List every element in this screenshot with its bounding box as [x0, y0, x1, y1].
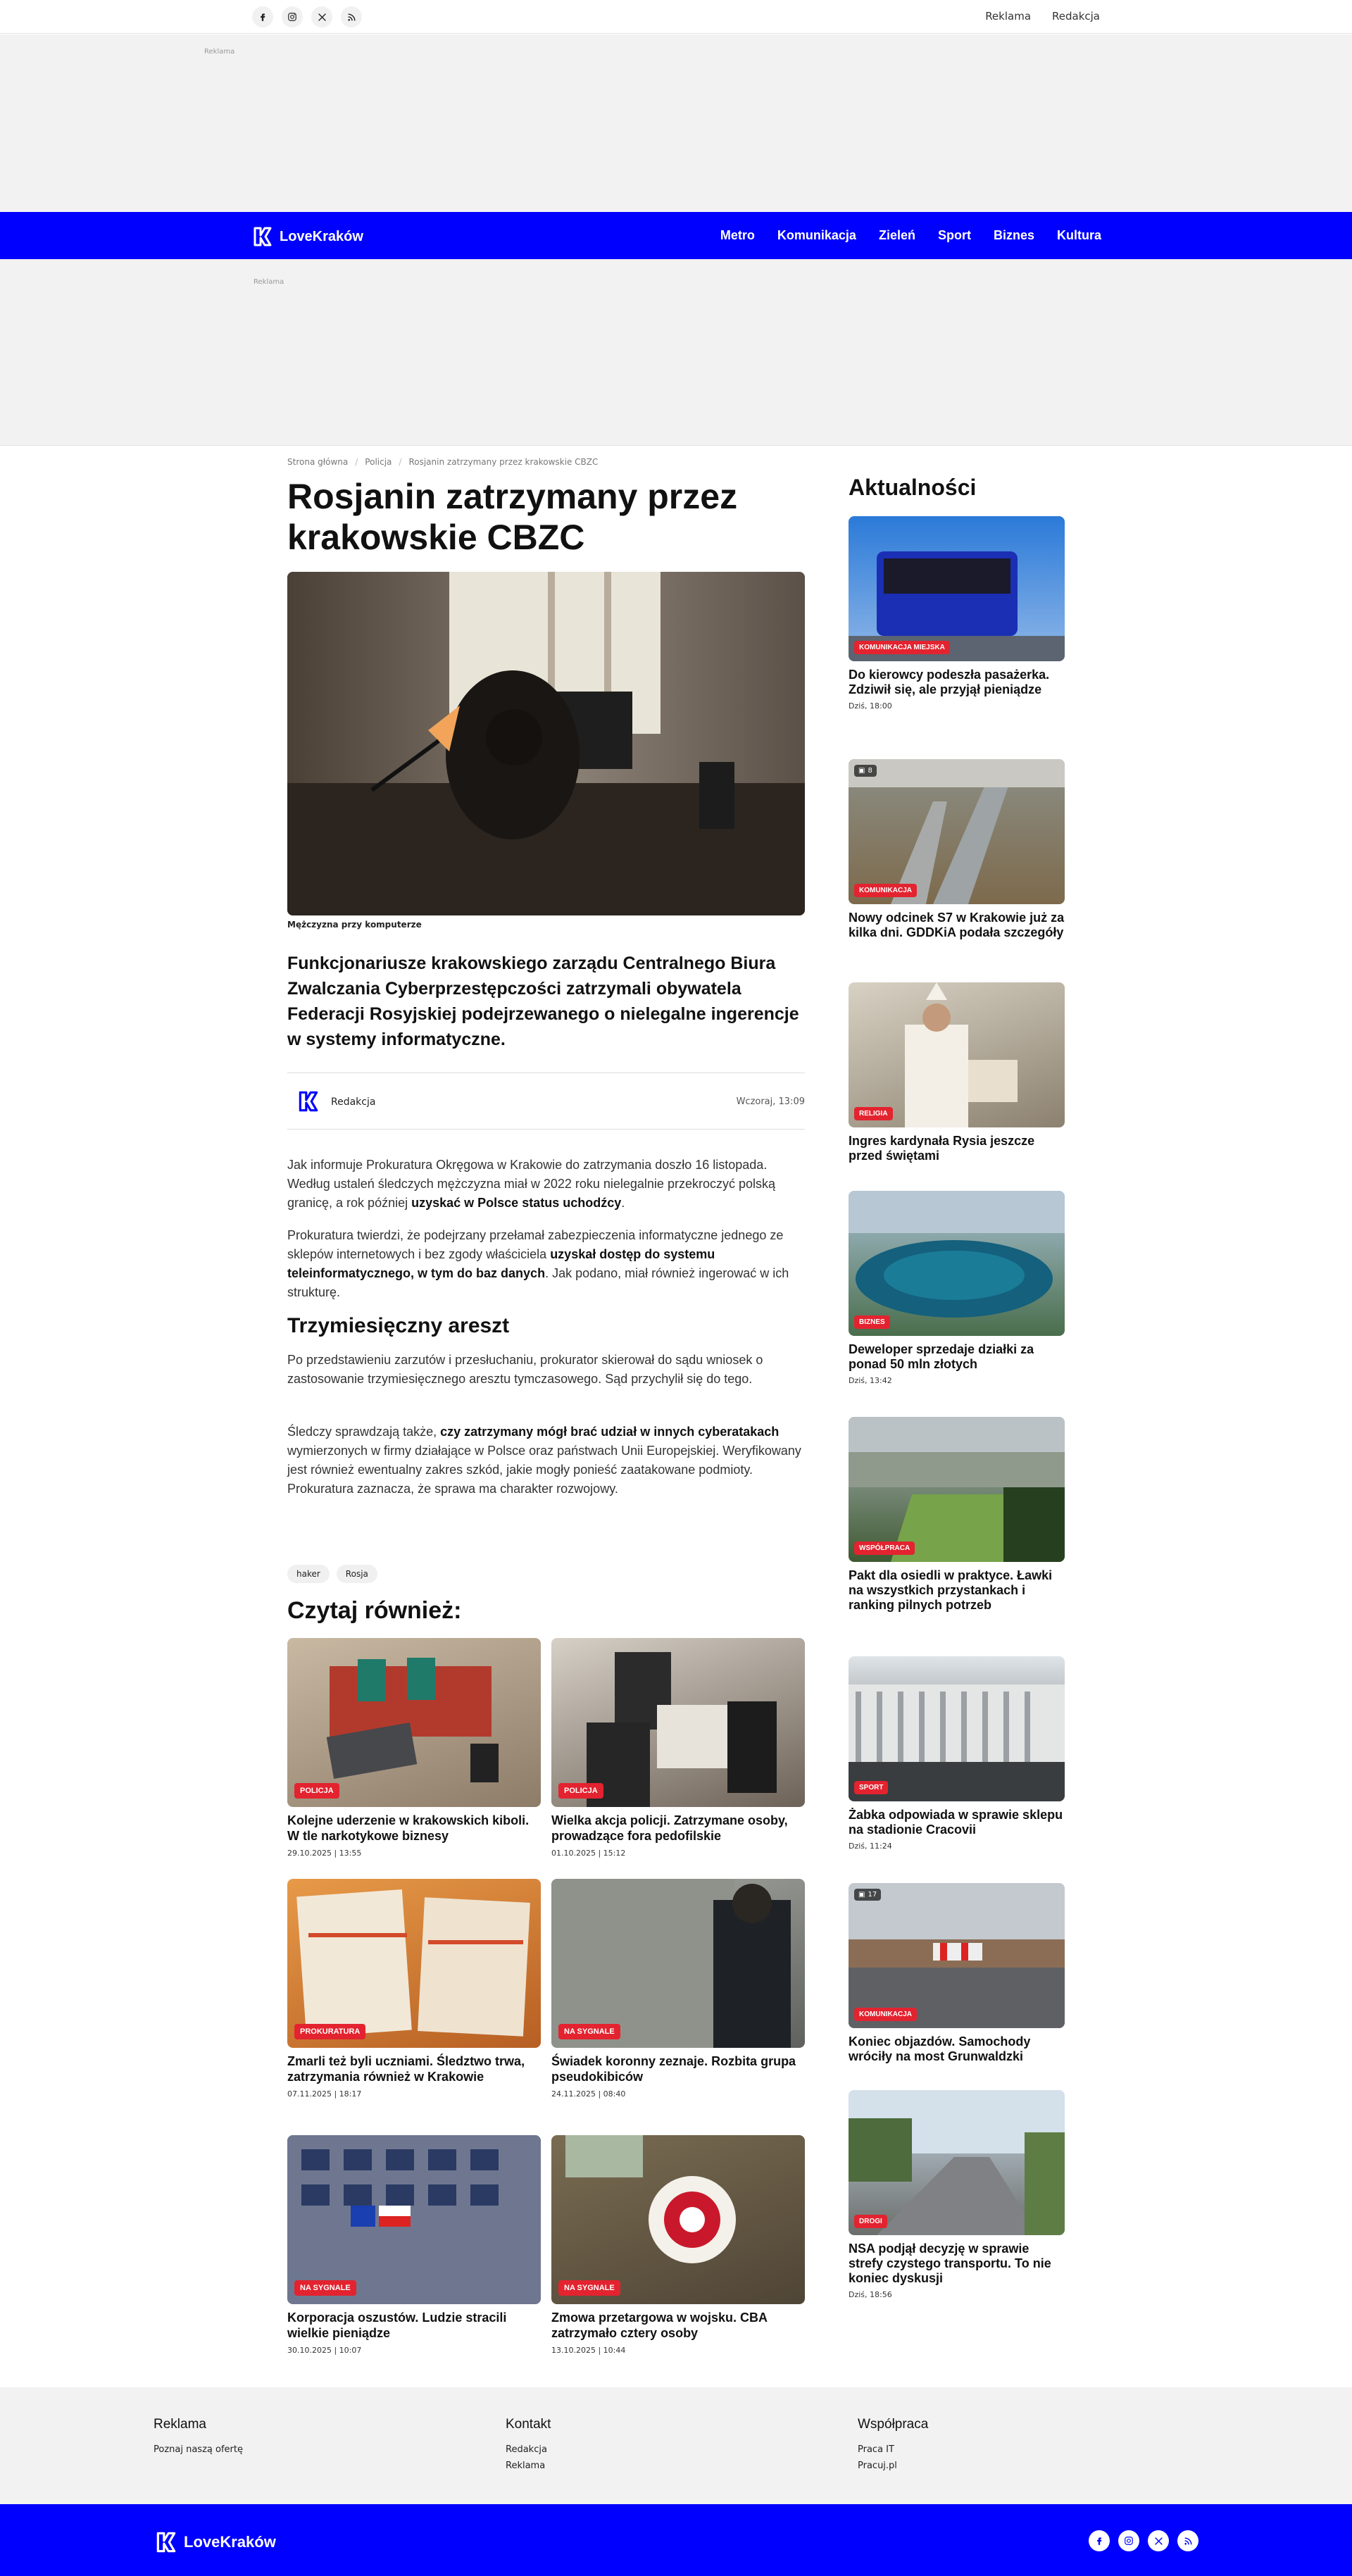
- sidebar-heading: Aktualności: [849, 475, 977, 500]
- author-bar: [287, 1073, 805, 1130]
- ad-banner-top[interactable]: [0, 35, 1352, 212]
- news-image: [849, 516, 1065, 661]
- category-badge: POLICJA: [558, 1783, 603, 1799]
- footer-social-links: [1089, 2530, 1198, 2551]
- ad-banner-second[interactable]: [0, 259, 1352, 446]
- bold-text: uzyskać w Polsce status uchodźcy: [411, 1196, 622, 1210]
- breadcrumb-category[interactable]: Policja: [365, 457, 392, 467]
- gallery-count-value: 8: [868, 767, 872, 775]
- article-paragraph-4: [287, 1423, 808, 1499]
- facebook-icon[interactable]: [1089, 2530, 1110, 2551]
- footer-link[interactable]: Pracuj.pl: [858, 2461, 897, 2471]
- card-title: Świadek koronny zeznaje. Rozbita grupa pseudokibiców: [551, 2054, 796, 2084]
- camera-icon: ▣: [858, 767, 865, 775]
- article-lead: Funkcjonariusze krakowskiego zarządu Centralnego Biura Zwalczania Cyberprzestępczości zatrzymali obywatela Federacji Rosyjskiej podejrzewanego o nielegalne ingerencje w systemy informatyczne.: [287, 954, 799, 1049]
- category-badge: WSPÓŁPRACA: [854, 1542, 915, 1555]
- x-icon[interactable]: [311, 6, 332, 27]
- category-badge: NA SYGNALE: [558, 2280, 620, 2296]
- footer-col-kontakt: [506, 2417, 551, 2477]
- gallery-count: [854, 1889, 881, 1901]
- footer-link[interactable]: Redakcja: [506, 2444, 547, 2455]
- breadcrumb-separator: /: [355, 457, 358, 467]
- category-badge: NA SYGNALE: [558, 2024, 620, 2039]
- publish-date: Wczoraj, 13:09: [736, 1096, 805, 1107]
- category-badge: SPORT: [854, 1781, 888, 1794]
- card-date: 07.11.2025 | 18:17: [287, 2089, 362, 2099]
- news-title: Ingres kardynała Rysia jeszcze przed świętami: [849, 1134, 1035, 1163]
- news-date: Dziś, 18:56: [849, 2290, 892, 2299]
- category-badge: DROGI: [854, 2215, 887, 2228]
- text: wymierzonych w firmy działające w Polsce oraz państwach Unii Europejskiej. Weryfikowany jest również ewentualny zakres szkód, jakie mogły ponieść zaatakowane podmioty. Prokuratura zaznacza, że sprawa ma charakter rozwojowy.: [287, 1444, 801, 1496]
- ad-label: Reklama: [204, 48, 235, 56]
- tag-rosja[interactable]: Rosja: [337, 1565, 377, 1583]
- ad-label-second: Reklama: [254, 278, 284, 286]
- card-title: Wielka akcja policji. Zatrzymane osoby, prowadzące fora pedofilskie: [551, 1813, 788, 1843]
- card-title: Zmarli też byli uczniami. Śledztwo trwa, zatrzymania również w Krakowie: [287, 2054, 525, 2084]
- rss-icon[interactable]: [341, 6, 362, 27]
- site-logo[interactable]: [251, 225, 363, 249]
- card-image: [287, 2135, 541, 2304]
- news-image: [849, 982, 1065, 1127]
- category-badge: KOMUNIKACJA: [854, 2008, 917, 2021]
- news-image: [849, 1417, 1065, 1562]
- top-link-reklama[interactable]: Reklama: [985, 10, 1032, 23]
- footer-heading: Reklama: [154, 2417, 206, 2432]
- sidebar-news-item[interactable]: [849, 516, 1065, 711]
- read-also-card[interactable]: [287, 1879, 541, 2099]
- article-subheading: Trzymiesięczny areszt: [287, 1314, 510, 1337]
- card-image: [551, 1638, 805, 1807]
- bold-text: uzyskał dostęp do systemu teleinformatycznego, w tym do baz danych: [287, 1247, 715, 1280]
- top-social-links: [252, 6, 362, 27]
- card-title: Korporacja oszustów. Ludzie stracili wielkie pieniądze: [287, 2311, 507, 2340]
- footer-logo[interactable]: [154, 2530, 276, 2555]
- card-date: 13.10.2025 | 10:44: [551, 2346, 626, 2355]
- read-also-card[interactable]: [287, 2135, 541, 2355]
- card-image: [551, 2135, 805, 2304]
- news-title: Deweloper sprzedaje działki za ponad 50 mln złotych: [849, 1342, 1034, 1371]
- category-badge: PROKURATURA: [294, 2024, 365, 2039]
- news-image: [849, 2090, 1065, 2235]
- sidebar-news-item[interactable]: [849, 1656, 1065, 1851]
- card-title: Kolejne uderzenie w krakowskich kiboli. W tle narkotykowe biznesy: [287, 1813, 530, 1843]
- nav-item-komunikacja[interactable]: Komunikacja: [777, 228, 856, 242]
- text: .: [621, 1196, 625, 1210]
- category-badge: KOMUNIKACJA MIEJSKA: [854, 641, 950, 654]
- sidebar-news-item[interactable]: [849, 982, 1065, 1163]
- article-hero-image[interactable]: [287, 572, 805, 915]
- site-logo-text: LoveKraków: [280, 228, 363, 244]
- news-date: Dziś, 18:00: [849, 701, 892, 711]
- bold-text: czy zatrzymany mógł brać udział w innych cyberatakach: [440, 1425, 780, 1439]
- category-badge: RELIGIA: [854, 1107, 893, 1120]
- text: . Jak podano, miał również ingerować w ich strukturę.: [287, 1266, 789, 1299]
- card-image: [287, 1879, 541, 2048]
- news-image: [849, 759, 1065, 904]
- tag-haker[interactable]: haker: [287, 1565, 330, 1583]
- footer-col-wspolpraca: [858, 2417, 928, 2477]
- footer-col-reklama: [154, 2417, 243, 2461]
- gallery-count: [854, 765, 877, 777]
- sidebar-news-item[interactable]: [849, 759, 1065, 940]
- footer-link[interactable]: Praca IT: [858, 2444, 894, 2455]
- category-badge: POLICJA: [294, 1783, 339, 1799]
- footer-heading: Współpraca: [858, 2417, 929, 2432]
- news-date: Dziś, 13:42: [849, 1376, 892, 1385]
- main-nav: [0, 212, 1352, 259]
- tags: [287, 1565, 377, 1583]
- news-image: [849, 1656, 1065, 1801]
- article-paragraph-3: Po przedstawieniu zarzutów i przesłuchaniu, prokurator skierował do sądu wniosek o zastosowanie trzymiesięcznego aresztu tymczasowego. Sąd przychylił się do tego.: [287, 1353, 763, 1386]
- news-title: Nowy odcinek S7 w Krakowie już za kilka dni. GDDKiA podała szczegóły: [849, 911, 1065, 939]
- read-also-card[interactable]: [551, 2135, 805, 2355]
- nav-item-metro[interactable]: Metro: [720, 228, 755, 242]
- news-title: Do kierowcy podeszła pasażerka. Zdziwił się, ale przyjął pieniądze: [849, 668, 1050, 696]
- category-badge: NA SYGNALE: [294, 2280, 356, 2296]
- read-also-card[interactable]: [551, 1638, 805, 1858]
- card-date: 29.10.2025 | 13:55: [287, 1849, 362, 1858]
- facebook-icon[interactable]: [252, 6, 273, 27]
- breadcrumb-home[interactable]: Strona główna: [287, 457, 349, 467]
- card-title: Zmowa przetargowa w wojsku. CBA zatrzymało cztery osoby: [551, 2311, 768, 2340]
- category-badge: KOMUNIKACJA: [854, 884, 917, 897]
- rss-icon[interactable]: [1177, 2530, 1198, 2551]
- article-paragraph-2: [287, 1226, 808, 1302]
- sidebar-news-item[interactable]: [849, 1883, 1065, 2064]
- nav-item-kultura[interactable]: Kultura: [1057, 228, 1101, 242]
- author-avatar-icon: [296, 1089, 321, 1117]
- article-title: Rosjanin zatrzymany przez krakowskie CBZC: [287, 477, 738, 557]
- read-also-card[interactable]: [551, 1879, 805, 2099]
- card-image: [287, 1638, 541, 1807]
- category-badge: BIZNES: [854, 1315, 890, 1329]
- x-icon[interactable]: [1148, 2530, 1169, 2551]
- sidebar-news-item[interactable]: [849, 1417, 1065, 1613]
- camera-icon: ▣: [858, 1891, 865, 1899]
- author-name[interactable]: Redakcja: [331, 1096, 376, 1108]
- footer-logo-text: LoveKraków: [184, 2533, 276, 2551]
- instagram-icon[interactable]: [282, 6, 303, 27]
- instagram-icon[interactable]: [1118, 2530, 1139, 2551]
- top-link-redakcja[interactable]: Redakcja: [1052, 10, 1100, 23]
- news-image: [849, 1191, 1065, 1336]
- news-title: Pakt dla osiedli w praktyce. Ławki na wszystkich przystankach i ranking pilnych potrzeb: [849, 1568, 1053, 1612]
- sidebar-news-item[interactable]: [849, 1191, 1065, 1385]
- footer-link[interactable]: Poznaj naszą ofertę: [154, 2444, 243, 2455]
- text: Prokuratura twierdzi, że podejrzany przełamał zabezpieczenia informatyczne jednego ze sklepów internetowych i bez zgody właściciela: [287, 1228, 784, 1261]
- image-caption: Mężczyzna przy komputerze: [287, 920, 422, 930]
- news-title: Żabka odpowiada w sprawie sklepu na stadionie Cracovii: [849, 1808, 1063, 1837]
- gallery-count-value: 17: [868, 1891, 877, 1899]
- breadcrumb-separator: /: [399, 457, 402, 467]
- footer-heading: Kontakt: [506, 2417, 551, 2432]
- card-date: 01.10.2025 | 15:12: [551, 1849, 626, 1858]
- lovekrakow-logo-icon: [154, 2530, 179, 2555]
- breadcrumb: [287, 457, 598, 467]
- card-image: [551, 1879, 805, 2048]
- news-title: Koniec objazdów. Samochody wróciły na most Grunwaldzki: [849, 2034, 1031, 2063]
- card-date: 24.11.2025 | 08:40: [551, 2089, 626, 2099]
- nav-item-zielen[interactable]: Zieleń: [878, 228, 915, 242]
- news-title: NSA podjął decyzję w sprawie strefy czystego transportu. To nie koniec dyskusji: [849, 2242, 1051, 2285]
- text: Śledczy sprawdzają także,: [287, 1425, 441, 1439]
- footer-brand-bar: [0, 2504, 1352, 2576]
- nav-item-biznes[interactable]: Biznes: [993, 228, 1034, 242]
- read-also-heading: Czytaj również:: [287, 1597, 462, 1624]
- nav-item-sport[interactable]: Sport: [937, 228, 971, 242]
- text: Jak informuje Prokuratura Okręgowa w Krakowie do zatrzymania doszło 16 listopada. Według ustaleń śledczych mężczyzna miał w 2022 roku nielegalnie przekroczyć polską granicę, a rok później: [287, 1158, 775, 1210]
- article-paragraph-1: [287, 1156, 808, 1213]
- news-date: Dziś, 11:24: [849, 1842, 892, 1851]
- sidebar-news-item[interactable]: [849, 2090, 1065, 2299]
- lovekrakow-logo-icon: [251, 225, 275, 249]
- news-image: [849, 1883, 1065, 2028]
- read-also-card[interactable]: [287, 1638, 541, 1858]
- footer-link[interactable]: Reklama: [506, 2461, 546, 2471]
- top-bar: [0, 0, 1352, 34]
- breadcrumb-current: Rosjanin zatrzymany przez krakowskie CBZC: [408, 457, 599, 467]
- card-date: 30.10.2025 | 10:07: [287, 2346, 362, 2355]
